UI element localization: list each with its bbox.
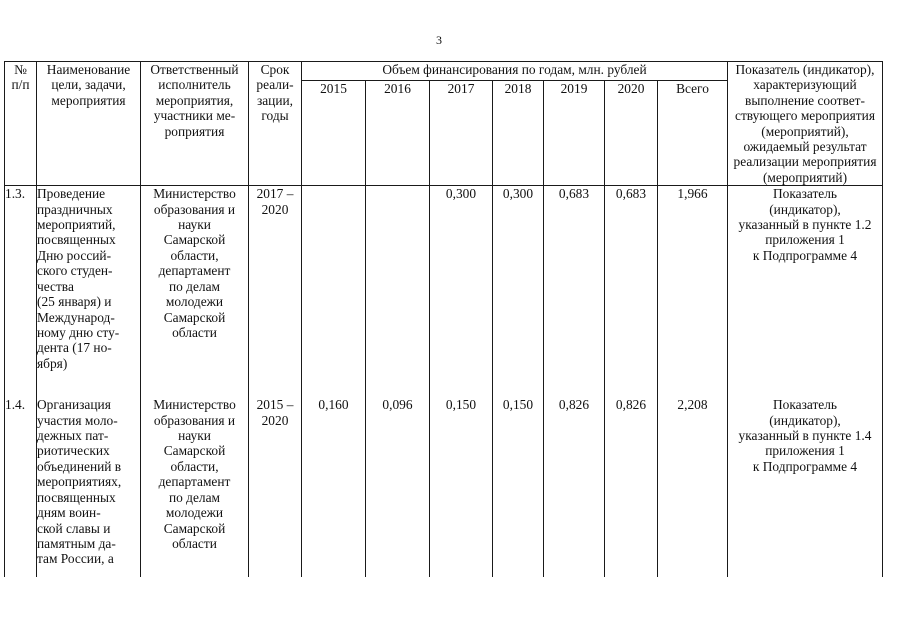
row-value-2016: 0,096: [366, 388, 430, 577]
row-term: 2015 – 2020: [249, 388, 302, 577]
row-responsible: Министерство образования и науки Самарской области, департамент по делам молодежи Самарской области: [141, 186, 249, 389]
header-name: Наименование цели, задачи, мероприятия: [37, 62, 141, 186]
row-name: Организация участия моло- дежных пат- риотических объединений в мероприятиях, посвященных дням воин- ской славы и памятным да- там России, а: [37, 388, 141, 577]
row-number: 1.3.: [5, 186, 37, 389]
table-row: [5, 388, 883, 577]
row-value-total: 2,208: [658, 388, 728, 577]
row-value-2015: 0,160: [302, 388, 366, 577]
header-year-2019: 2019: [544, 80, 605, 186]
row-value-2018: 0,300: [493, 186, 544, 389]
row-term: 2017 – 2020: [249, 186, 302, 389]
header-year-2016: 2016: [366, 80, 430, 186]
header-year-2017: 2017: [430, 80, 493, 186]
row-value-2019: 0,683: [544, 186, 605, 389]
row-value-2015: [302, 186, 366, 389]
table-row: [5, 186, 883, 389]
header-year-2018: 2018: [493, 80, 544, 186]
page-number: 3: [436, 33, 442, 47]
header-volume-title: Объем финансирования по годам, млн. рублей: [302, 62, 728, 81]
row-indicator: Показатель (индикатор), указанный в пункте 1.2 приложения 1 к Подпрограмме 4: [728, 186, 883, 389]
row-responsible: Министерство образования и науки Самарской области, департамент по делам молодежи Самарской области: [141, 388, 249, 577]
row-name: Проведение праздничных мероприятий, посвященных Дню россий- ского студен- чества (25 января) и Международ- ному дню сту- дента (17 но- ября): [37, 186, 141, 389]
row-value-2017: 0,300: [430, 186, 493, 389]
row-value-2016: [366, 186, 430, 389]
row-value-2017: 0,150: [430, 388, 493, 577]
row-value-2019: 0,826: [544, 388, 605, 577]
header-term: Срок реали- зации, годы: [249, 62, 302, 186]
table-header: [5, 62, 883, 186]
row-value-2020: 0,826: [605, 388, 658, 577]
header-year-2020: 2020: [605, 80, 658, 186]
header-number: № п/п: [5, 62, 37, 186]
financing-table: [4, 61, 883, 577]
row-indicator: Показатель (индикатор), указанный в пункте 1.4 приложения 1 к Подпрограмме 4: [728, 388, 883, 577]
header-indicator: Показатель (индикатор), характеризующий выполнение соответ- ствующего мероприятия (мероприятий), ожидаемый результат реализации мероприятия (мероприятий): [728, 62, 883, 186]
row-number: 1.4.: [5, 388, 37, 577]
header-total: Всего: [658, 80, 728, 186]
row-value-total: 1,966: [658, 186, 728, 389]
row-value-2020: 0,683: [605, 186, 658, 389]
header-year-2015: 2015: [302, 80, 366, 186]
row-value-2018: 0,150: [493, 388, 544, 577]
header-responsible: Ответственный исполнитель мероприятия, участники ме- роприятия: [141, 62, 249, 186]
